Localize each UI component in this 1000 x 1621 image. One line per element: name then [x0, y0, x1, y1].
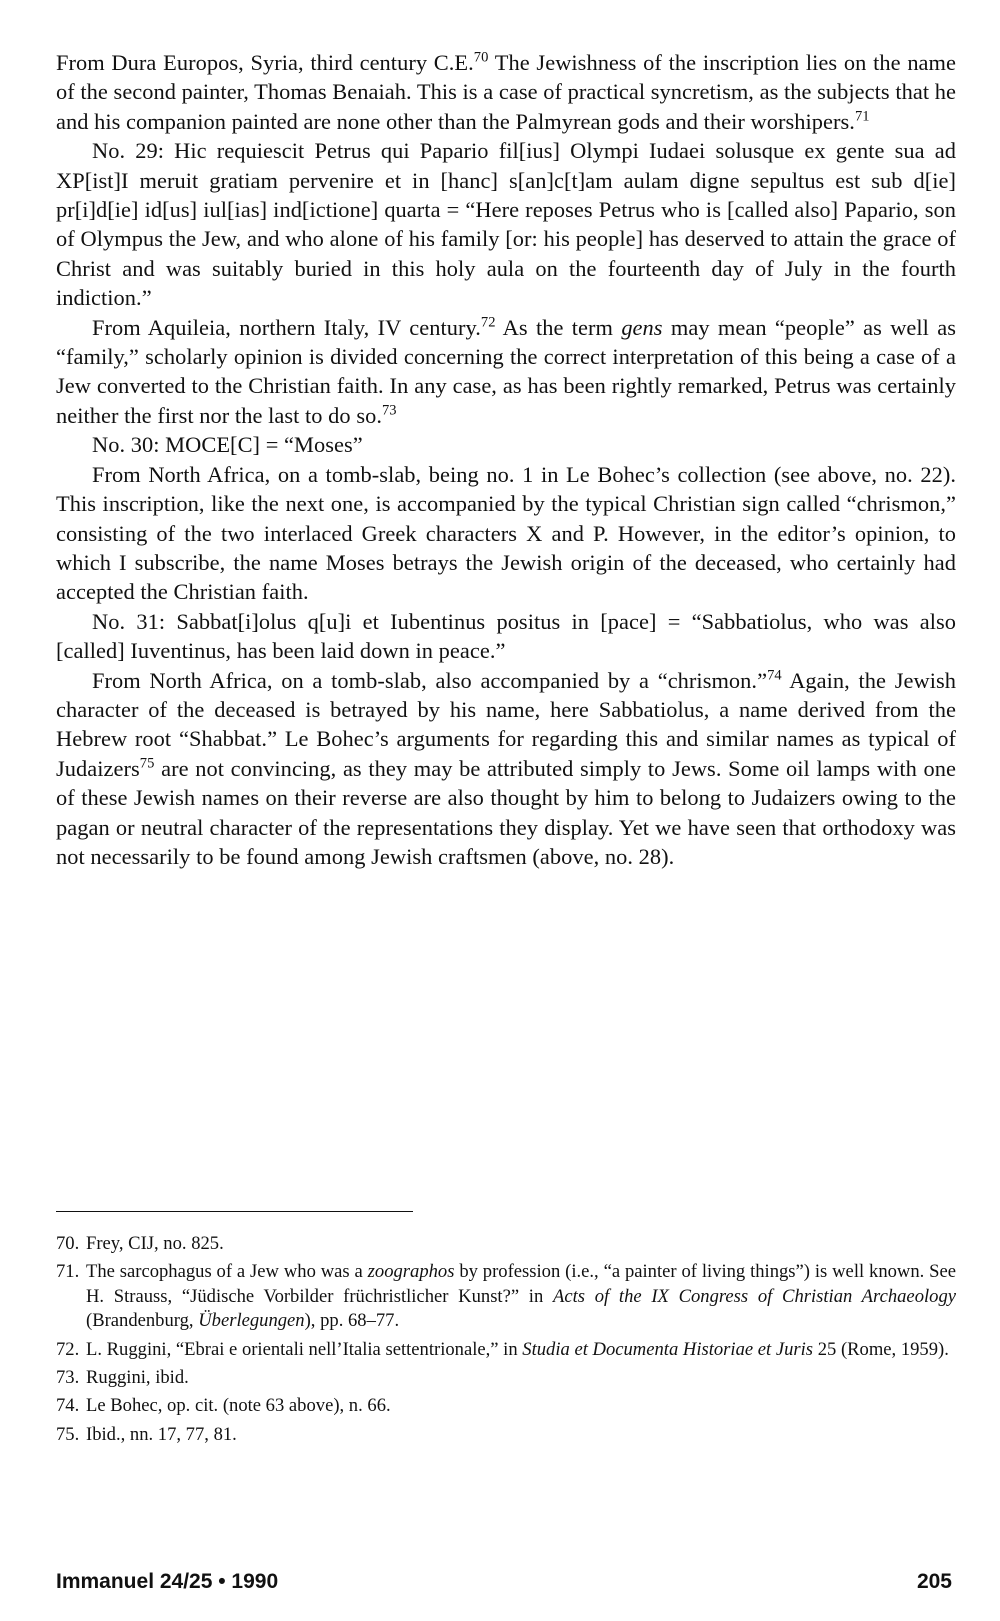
text-run: 25 (Rome, 1959).: [813, 1338, 949, 1360]
text-run: The sarcophagus of a Jew who was a: [86, 1261, 368, 1283]
footnote-text: Ibid., nn. 17, 77, 81.: [86, 1423, 237, 1445]
footnote-text: [86, 1260, 956, 1333]
text-run: L. Ruggini, “Ebrai e orientali nell’Italia settentrionale,” in: [86, 1338, 523, 1360]
text-run: From Aquileia, northern Italy, IV century.: [92, 314, 481, 340]
footnote-number: 73.: [56, 1367, 80, 1389]
footnote-number: 75.: [56, 1423, 80, 1445]
footnote-ref-74[interactable]: 74: [767, 666, 782, 683]
footnote-divider: [56, 1211, 413, 1212]
body-text: [56, 48, 956, 871]
page-footer: [56, 1570, 952, 1594]
text-run: ), pp. 68–77.: [304, 1310, 400, 1332]
text-run: by profession (i.e., “a painter of living things”) is well known. See H. Strauss, “Jüdische Vorbilder früchristlicher Kunst?” in: [86, 1261, 957, 1307]
text-run: The Jewishness of the inscription lies on the name of the second painter, Thomas Benaiah. This is a case of practical syncretism, as the subjects that he and his companion painted are none other than the Palmyrean gods and their worshipers.: [56, 50, 957, 134]
page-number: 205: [916, 1570, 952, 1593]
journal-citation: Immanuel 24/25 • 1990: [56, 1570, 279, 1593]
footnote-70: [56, 1232, 956, 1256]
text-run: may mean “people” as well as “family,” scholarly opinion is divided concerning the correct interpretation of this being a case of a Jew converted to the Christian faith. In any case, as has been rightly remarked, Petrus was certainly neither the first nor the last to do so.: [56, 314, 957, 428]
footnote-71: [56, 1260, 956, 1333]
text-run: As the term: [495, 314, 622, 340]
italic-title: Studia et Documenta Historiae et Juris: [522, 1338, 814, 1360]
paragraph-dura-europos: [56, 48, 956, 136]
text-run: From North Africa, on a tomb-slab, also accompanied by a “chrismon.”: [92, 667, 768, 693]
footnote-ref-70[interactable]: 70: [473, 49, 489, 66]
text-run: Again, the Jewish character of the deceased is betrayed by his name, here Sabbatiolus, a name derived from the Hebrew root “Shabbat.” Le Bohec’s arguments for regarding this and similar names as typical of Judaizers: [56, 667, 956, 781]
italic-title: Acts of the IX Congress of Christian Archaeology: [553, 1285, 956, 1307]
page-body: [56, 48, 956, 871]
text-run: From Dura Europos, Syria, third century C.E.: [56, 50, 474, 75]
footnote-text: Frey, CIJ, no. 825.: [86, 1233, 224, 1254]
footnote-text: Le Bohec, op. cit. (note 63 above), n. 66.: [86, 1395, 391, 1417]
footnote-ref-71[interactable]: 71: [854, 108, 870, 125]
italic-title: Überlegungen: [198, 1310, 305, 1332]
text-run: (Brandenburg,: [86, 1310, 199, 1332]
italic-term: zoographos: [367, 1261, 455, 1283]
paragraph-no-31: No. 31: Sabbat[i]olus q[u]i et Iubentinus positus in [pace] = “Sabbatiolus, who was also [called] Iuventinus, has been laid down in peace.”: [56, 608, 956, 664]
paragraph-no-29: No. 29: Hic requiescit Petrus qui Papario fil[ius] Olympi Iudaei solusque ex gente sua ad XP[ist]I meruit gratiam pervenire et in [hanc] s[an]c[t]am aulam digne sepultus est sub d[ie] pr[i]d[ie] id[us] iul[ias] ind[ictione] quarta = “Here reposes Petrus who is [called also] Papario, son of Olympus the Jew, and who alone of his family [or: his people] has deserved to attain the grace of Christ and was suitably buried in this holy aula on the fourteenth day of July in the fourth indiction.”: [56, 138, 956, 311]
italic-term-gens: gens: [621, 314, 663, 340]
footnote-number: 74.: [56, 1395, 80, 1417]
footnote-number: 71.: [56, 1261, 80, 1283]
footnote-number: 70.: [56, 1233, 80, 1254]
footnote-74: [56, 1394, 956, 1418]
footnote-72: [56, 1338, 956, 1362]
text-run: are not convincing, as they may be attributed simply to Jews. Some oil lamps with one of these Jewish names on their reverse are also thought by him to belong to Judaizers owing to the pagan or neutral character of the representations they display. Yet we have seen that orthodoxy was not necessarily to be found among Jewish craftsmen (above, no. 28).: [56, 755, 956, 869]
footnote-ref-73[interactable]: 73: [381, 402, 397, 419]
paragraph-aquileia: [56, 313, 956, 431]
footnote-text: Ruggini, ibid.: [86, 1367, 189, 1389]
footnotes: [56, 1232, 956, 1451]
footnote-text: [86, 1338, 956, 1362]
paragraph-no-30: No. 30: MOCE[C] = “Moses”: [92, 432, 363, 458]
paragraph-north-africa-moses: From North Africa, on a tomb-slab, being no. 1 in Le Bohec’s collection (see above, no. 22). This inscription, like the next one, is accompanied by the typical Christian sign called “chrismon,” consisting of the two interlaced Greek characters X and P. However, in the editor’s opinion, to which I subscribe, the name Moses betrays the Jewish origin of the deceased, who certainly had accepted the Christian faith.: [56, 461, 956, 605]
footnote-75: [56, 1423, 956, 1447]
footnote-73: [56, 1366, 956, 1390]
footnote-ref-75[interactable]: 75: [139, 755, 155, 772]
paragraph-north-africa-sabbatiolus: [56, 666, 956, 872]
footnote-number: 72.: [56, 1338, 80, 1360]
footnote-ref-72[interactable]: 72: [480, 313, 496, 330]
